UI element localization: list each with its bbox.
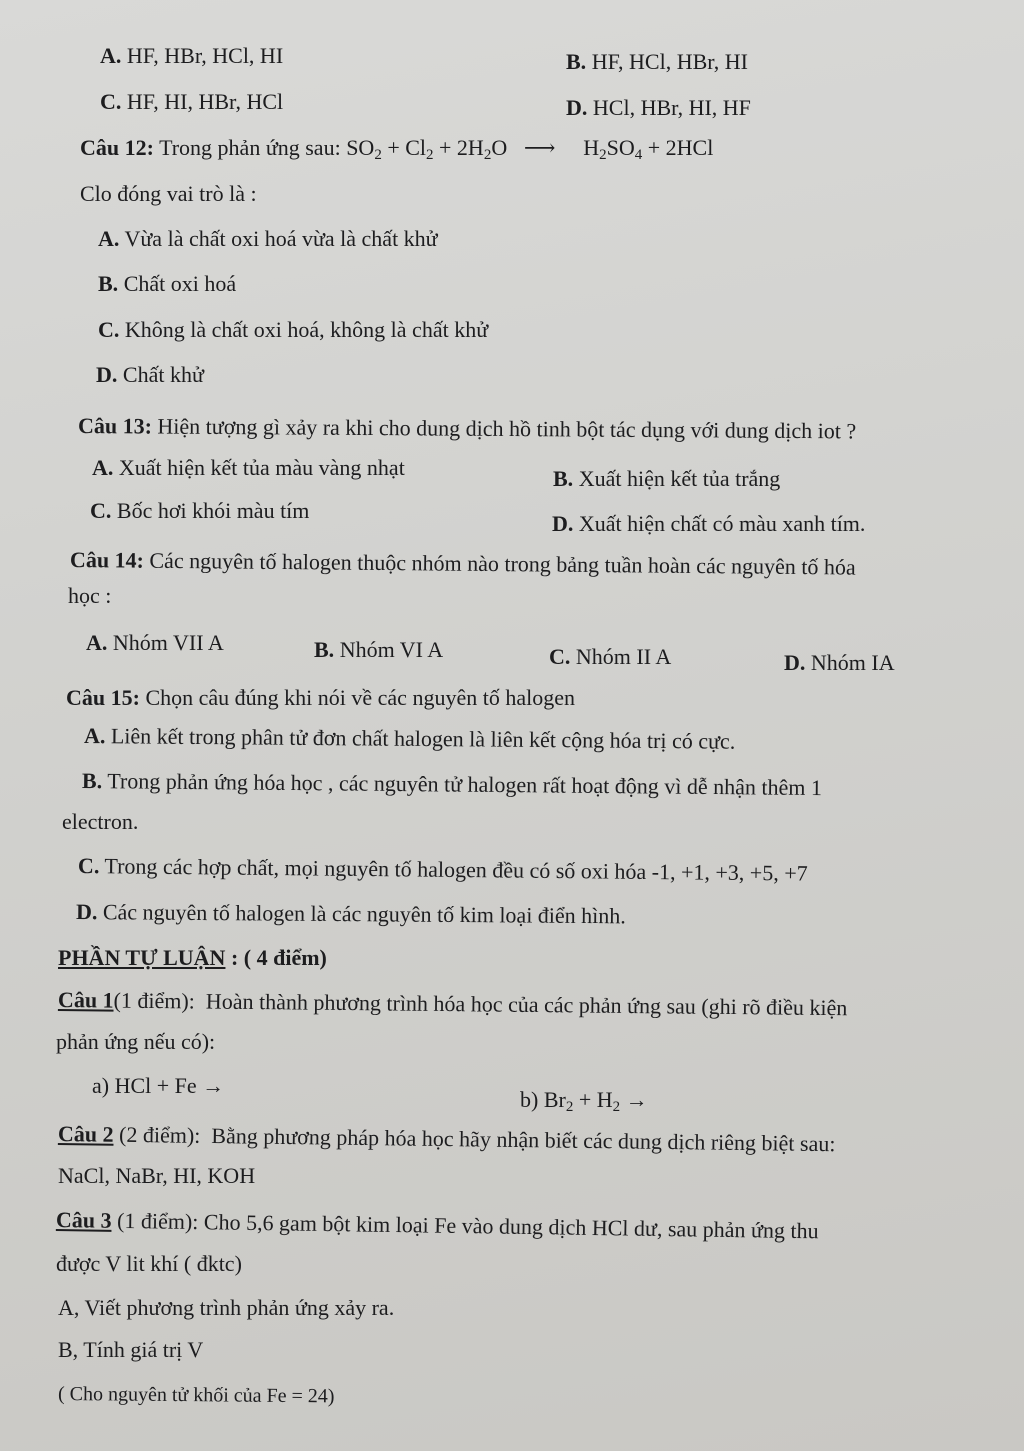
q11-option-d: D. HCl, HBr, HI, HF [566, 95, 751, 120]
reaction-arrow-icon: ⟶ [523, 135, 556, 160]
q15-option-b: B. Trong phản ứng hóa học , các nguyên tử halogen rất hoạt động vì dễ nhận thêm 1 [81, 768, 823, 801]
q15-option-d: D. Các nguyên tố halogen là các nguyên tố kim loại điển hình. [75, 899, 626, 929]
essay-q1-b: b) $Br_2 + H_2$ → [520, 1087, 648, 1115]
essay-q1: Câu 1(1 điểm): Hoàn thành phương trình hóa học của các phản ứng sau (ghi rõ điều kiện [57, 987, 848, 1021]
q13-option-a: A. Xuất hiện kết tủa màu vàng nhạt [92, 455, 405, 480]
q14-option-a: A. Nhóm VII A [86, 630, 224, 655]
essay-q1-a: a) HCl + Fe → [92, 1073, 225, 1098]
essay-q3-b: B, Tính giá trị V [58, 1337, 204, 1362]
essay-q2-cont: NaCl, NaBr, HI, KOH [58, 1163, 256, 1188]
q15-option-b-cont: electron. [62, 809, 139, 834]
essay-q3-a: A, Viết phương trình phản ứng xảy ra. [58, 1295, 395, 1320]
essay-q3-cont: được V lit khí ( đktc) [56, 1251, 242, 1276]
q15-option-c: C. Trong các hợp chất, mọi nguyên tố halogen đều có số oxi hóa -1, +1, +3, +5, +7 [77, 853, 808, 886]
essay-q2: Câu 2 (2 điểm): Bằng phương pháp hóa học hãy nhận biết các dung dịch riêng biệt sau: [57, 1121, 836, 1157]
q14-option-b: B. Nhóm VI A [314, 637, 444, 662]
essay-q1-cont: phản ứng nếu có): [56, 1029, 216, 1054]
q12-option-c: C. Không là chất oxi hoá, không là chất khử [98, 317, 489, 342]
essay-note: ( Cho nguyên tử khối của Fe = 24) [57, 1383, 335, 1408]
q11-option-a: A. HF, HBr, HCl, HI [100, 43, 284, 68]
q13-option-d: D. Xuất hiện chất có màu xanh tím. [552, 511, 866, 536]
q11-option-b: B. HF, HCl, HBr, HI [566, 49, 748, 74]
q13-option-c: C. Bốc hơi khói màu tím [90, 498, 310, 523]
q12-option-d: D. Chất khử [96, 362, 204, 387]
q12-role: Clo đóng vai trò là : [80, 181, 257, 206]
reaction-arrow-icon: → [625, 1087, 648, 1112]
q14-option-d: D. Nhóm IA [784, 650, 895, 675]
q12-stem: Câu 12: Trong phản ứng sau: $SO_2 + Cl_2 + 2H_2O$ ⟶ $H_2SO_4 + 2HCl$ [80, 135, 714, 163]
q12-option-b: B. Chất oxi hoá [98, 271, 237, 296]
q15-stem: Câu 15: Chọn câu đúng khi nói về các nguyên tố halogen [66, 685, 575, 710]
q11-option-c: C. HF, HI, HBr, HCl [100, 89, 284, 114]
q14-stem-cont: học : [68, 583, 112, 608]
q15-option-a: A. Liên kết trong phân tử đơn chất halogen là liên kết cộng hóa trị có cực. [83, 723, 736, 754]
q14-stem: Câu 14: Các nguyên tố halogen thuộc nhóm nào trong bảng tuần hoàn các nguyên tố hóa [69, 547, 856, 580]
q14-option-c: C. Nhóm II A [549, 644, 672, 669]
essay-q3: Câu 3 (1 điểm): Cho 5,6 gam bột kim loại Fe vào dung dịch HCl dư, sau phản ứng thu [55, 1207, 819, 1244]
q12-option-a: A. Vừa là chất oxi hoá vừa là chất khử [98, 226, 438, 251]
q13-stem: Câu 13: Hiện tượng gì xảy ra khi cho dung dịch hồ tinh bột tác dụng với dung dịch iot ? [77, 413, 857, 444]
q12-equation: $SO_2 + Cl_2 + 2H_2O$ ⟶ $H_2SO_4 + 2HCl$ [346, 135, 714, 163]
essay-heading: PHẦN TỰ LUẬN : ( 4 điểm) [58, 945, 327, 970]
q13-option-b: B. Xuất hiện kết tủa trắng [553, 466, 781, 491]
